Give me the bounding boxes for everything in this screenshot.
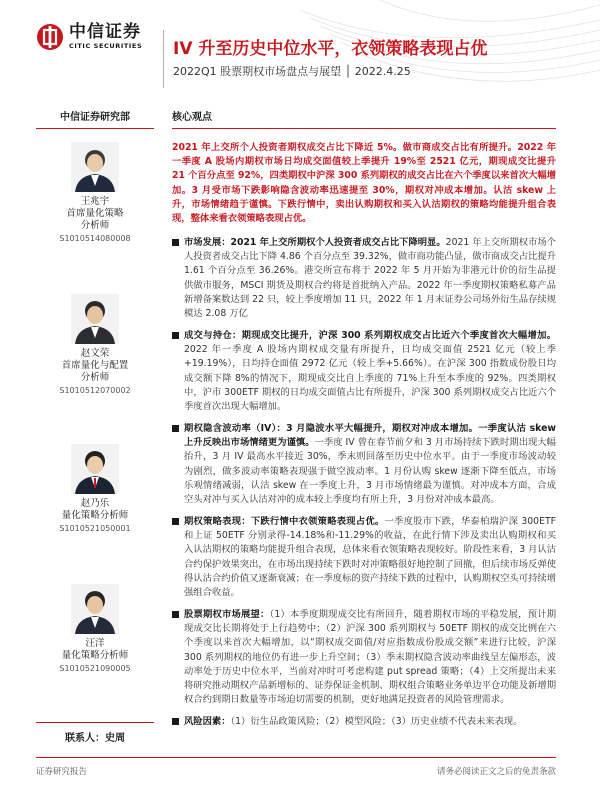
- footer-report-type: 证券研究报告: [36, 767, 88, 777]
- analyst-role: 量化策略分析师: [61, 650, 129, 661]
- section-risk-factors: [172, 715, 556, 729]
- analyst-card: [36, 584, 154, 674]
- section-lead: 期权策略表现：下跌行情中衣领策略表现占优。: [184, 516, 385, 527]
- logo-english-name: CITIC SECURITIES: [69, 42, 143, 50]
- section-strategy-performance: [172, 515, 556, 600]
- section-body: 2021 年上交所期权市场个人投资者成交占比下降 4.86 个百分点至 39.32%，做市商功能凸显，做市商成交占比提升 1.61 个百分点至 36.26%。港交所宣布将于 2022 年 5 月开始为非港元计价的衍生品提供做市服务，MSCI 期货及期权合约将是首批纳入产品。2022 年一季度期权策略私募产品新增备案数达到 22 只，较上季度增加 11 只，2022 年 1 月末证券公司场外衍生品存续规模达 2.08 万亿: [184, 237, 556, 320]
- report-title: IV 升至历史中位水平，衣领策略表现占优: [173, 39, 488, 59]
- section-lead: 风险因素：: [184, 716, 231, 727]
- analyst-certificate: S1010514080008: [59, 234, 131, 243]
- analyst-photo: [71, 294, 119, 344]
- analyst-certificate: S1010521050001: [59, 524, 131, 533]
- bullet-square-icon: [172, 611, 179, 618]
- section-body: 一季度股市下跌，华泰柏瑞沪深 300ETF 和上证 50ETF 分别录得-14.18%和-11.29%的收益，在此行情下涉及卖出认购期权和买入认沽期权的策略均能提升组合表现，总体来看衣领策略表现较好。阶段性来看，3 月认沽合约保护效果突出，在市场出现持续下跌时对冲策略很好地控制了回撤，但后续市场反弹使得认沽合约价值又逐渐衰减；在一季度标的资产持续下跌的过程中，认购期权空头可持续增强组合收益。: [184, 516, 556, 599]
- analyst-card: [36, 444, 154, 534]
- report-subtitle: 2022Q1 股票期权市场盘点与展望 │ 2022.4.25: [173, 65, 411, 78]
- core-views-column: [172, 108, 556, 727]
- report-header: [0, 0, 600, 92]
- analyst-name: 赵文荣: [80, 348, 110, 359]
- analyst-role: 分析师: [80, 372, 110, 383]
- footer-divider: [36, 757, 556, 758]
- analyst-card: [36, 294, 154, 396]
- analyst-role: 分析师: [80, 220, 110, 231]
- section-lead: 市场发展：2021 年上交所期权个人投资者成交占比下降明显。: [184, 237, 446, 248]
- section-implied-volatility: [172, 422, 556, 507]
- analyst-name: 汪洋: [85, 638, 105, 649]
- section-lead: 成交与持仓：期现成交比提升，沪深 300 系列期权成交占比近六个季度首次大幅增加。: [184, 330, 556, 341]
- analyst-column: [36, 108, 154, 744]
- section-lead: 股票期权市场展望：: [184, 609, 270, 620]
- section-body: （1）本季度期现成交比有所回升，随着期权市场的平稳发展，预计期现成交比长期将处于上行趋势中；（2）沪深 300 系列期权与 50ETF 期权的成交比例在六个季度以来首次大幅增加，以“期权成交面值/对应指数成份股成交额”来进行比较，沪深 300 系列期权的地位仍有进一步上升空间；（3）季末期权隐含波动率曲线呈左偏形态，波动率处于历史中位水平，当前对冲时可考虑构建 put spread 策略；（4）上交所提出未来将研究推动期权产品新增标的、证券保证金机制、期权组合策略业务单边平仓功能及新增期权合约到期日数量等市场迫切需要的机制，更好地满足投资者的风险管理需求。: [184, 609, 556, 706]
- bullet-square-icon: [172, 425, 179, 432]
- analyst-photo: [71, 584, 119, 634]
- analyst-photo: [71, 142, 119, 192]
- section-body: 一季度 IV 曾在春节前夕和 3 月市场持续下跌时期出现大幅抬升，3 月 IV 最高水平接近 30%，季末则回落至历史中位水平。由于一季度市场波动较为剧烈，做多波动率策略表现强于做空波动率。1 月份认购 skew 逐渐下降至低点，市场乐观情绪减弱，认沽 skew 在一季度上升，3 月市场情绪最为谨慎。对冲成本方面，合成空头对冲与买入认沽对冲的成本较上季度均有所上升，3 月份对冲成本最高。: [184, 437, 556, 506]
- section-lead: 期权隐含波动率（IV）：3 月隐波水平大幅提升，期权对冲成本增加。一季度认沽 skew 上升反映出市场情绪更为谨慎。: [184, 423, 556, 449]
- logo-chinese-name: 中信证券: [69, 22, 141, 42]
- analyst-certificate: S1010521090005: [59, 664, 131, 673]
- analyst-role: 量化策略分析师: [61, 510, 129, 521]
- citic-logo-icon: [36, 23, 64, 51]
- analyst-card: [36, 142, 154, 244]
- analyst-certificate: S1010512070002: [59, 386, 131, 395]
- company-logo: [36, 22, 142, 51]
- bullet-square-icon: [172, 332, 179, 339]
- bullet-square-icon: [172, 239, 179, 246]
- analyst-name: 王兆宇: [80, 196, 110, 207]
- research-department-heading: 中信证券研究部: [36, 108, 154, 129]
- analyst-role: 首席量化与配置: [61, 360, 129, 371]
- footer-disclaimer: 请务必阅读正文之后的免责条款: [436, 767, 556, 777]
- analyst-role: 首席量化策略: [66, 208, 124, 219]
- section-market-outlook: [172, 608, 556, 707]
- section-volume-position: [172, 329, 556, 414]
- bullet-square-icon: [172, 718, 179, 725]
- analyst-photo: [71, 444, 119, 494]
- contact-person: 联系人：史周: [36, 722, 154, 744]
- section-market-development: [172, 236, 556, 321]
- summary-highlight: 2021 年上交所个人投资者期权成交占比下降近 5%。做市商成交占比有所提升。2022 年一季度 A 股场内期权市场日均成交面值较上季提升 19%至 2521 亿元，期现成交比提升 21 个百分点至 92%，四类期权中沪深 300 系列期权的成交占比在六个季度以来首次大幅增加。3 月受市场下跌影响隐含波动率迅速提至 30%，期权对冲成本增加。认沽 skew 上升，市场情绪趋于谨慎。下跌行情中，卖出认购期权和买入认沽期权的策略均能提升组合表现，整体来看衣领策略表现占优。: [172, 142, 556, 225]
- title-divider: [163, 30, 164, 88]
- analyst-name: 赵乃乐: [80, 498, 110, 509]
- section-body: 2022 年一季度 A 股场内期权成交量有所提升，日均成交面值 2521 亿元（较上季+19.19%），日均持仓面值 2972 亿元（较上季+5.66%）。在沪深 300 指数成份股日均成交额下降 8%的情况下，期现成交比自上季度的 71%上升至本季度的 92%。四类期权中，沪市 300ETF 期权的日均成交面值占比有所提升，沪深 300 系列期权成交占比近六个季度首次出现大幅增加。: [184, 344, 556, 413]
- section-body: （1）衍生品政策风险；（2）模型风险；（3）历史业绩不代表未来表现。: [230, 716, 523, 727]
- bullet-square-icon: [172, 518, 179, 525]
- core-views-heading: 核心观点: [172, 108, 556, 129]
